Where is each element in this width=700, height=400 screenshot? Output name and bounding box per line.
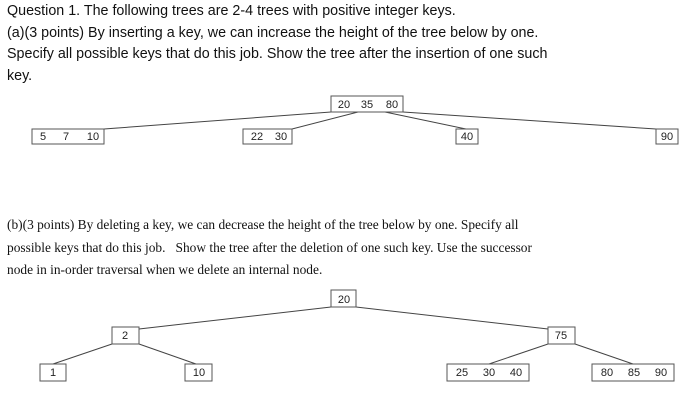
node-key: 90 [654,367,668,379]
tree-edge [53,344,112,364]
node-key: 75 [554,330,568,342]
tree-edge [139,307,331,329]
tree-b-root-node [331,290,356,307]
tree-b-internal-node [112,327,139,344]
tree-edge [385,112,466,129]
question-b-line: node in in-order traversal when we delete an internal node. [7,262,323,277]
tree-b-leaf-node [40,364,66,381]
tree-b-leaf-node [447,364,529,381]
node-key: 35 [360,99,374,111]
question-a-line: Question 1. The following trees are 2-4 trees with positive integer keys. [7,3,456,19]
question-a-line: (a)(3 points) By inserting a key, we can increase the height of the tree below by one. [7,24,539,41]
node-key: 5 [39,131,47,143]
node-key: 10 [192,367,206,379]
node-key: 80 [385,99,399,111]
node-key: 20 [337,99,351,111]
tree-a-edges [104,112,656,129]
tree-b-leaf-node [185,364,212,381]
node-key: 7 [62,131,70,143]
tree-edge [575,344,633,364]
node-key: 80 [600,367,614,379]
tree-b-leaf-node [592,364,674,381]
node-key: 30 [274,131,288,143]
tree-a-leaf-node [456,129,478,144]
node-key: 1 [49,367,57,379]
node-key: 22 [250,131,264,143]
tree-edge [356,307,548,329]
question-a-line: key. [7,67,33,84]
tree-a-leaf-node [243,129,292,144]
question-a-text [7,1,592,87]
question-a-line: Specify all possible keys that do this job. Show the tree after the insertion of one such [7,46,548,62]
node-key: 20 [337,294,351,306]
node-key: 30 [482,367,496,379]
tree-edge [489,344,548,364]
node-key: 40 [509,367,523,379]
tree-b-internal-node [548,327,575,344]
tree-edge [403,112,656,129]
tree-a-diagram [0,92,700,152]
tree-edge [139,344,196,364]
tree-a-root-node [331,96,403,112]
node-key: 40 [460,131,474,143]
node-key: 2 [121,330,129,342]
tree-edge [104,112,331,129]
node-key: 10 [86,131,100,143]
tree-a-leaf-node [32,129,104,144]
tree-b-edges [53,307,633,364]
node-key: 85 [627,367,641,379]
question-b-line: (b)(3 points) By deleting a key, we can decrease the height of the tree below by one. Specify all [7,217,519,232]
node-key: 90 [660,131,674,143]
question-b-text [7,214,592,282]
tree-b-diagram [0,287,700,387]
tree-a-leaf-node [656,129,678,144]
node-key: 25 [455,367,469,379]
question-b-line: possible keys that do this job. Show the tree after the deletion of one such key. Use the successor [7,239,532,255]
